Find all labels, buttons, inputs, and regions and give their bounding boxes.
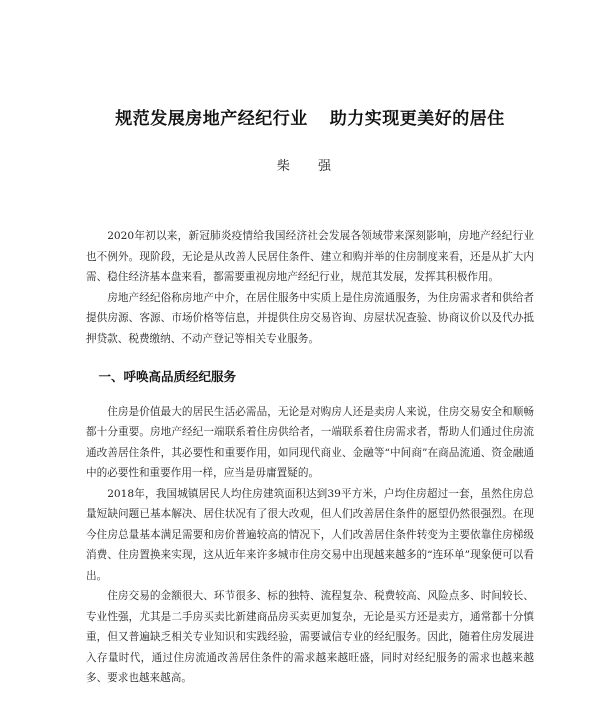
body-paragraph: 2018年，我国城镇居民人均住房建筑面积达到39平方米，户均住房超过一套，虽然住房总量短缺问题已基本解决、居住状况有了很大改观，但人们改善居住条件的愿望仍然很强烈。在现今住房总量基本满足需要和房价普遍较高的情况下，人们改善居住条件转变为主要依靠住房梯级消费、住房置换来实现，这从近年来许多城市住房交易中出现越来越多的“连环单”现象便可以看出。 (86, 487, 534, 582)
section-heading: 一、呼唤高品质经纪服务 (98, 369, 237, 384)
article-author: 柴 强 (276, 159, 344, 174)
body-paragraph: 住房交易的金额很大、环节很多、标的独特、流程复杂、税费较高、风险点多、时间较长、专业性强，尤其是二手房买卖比新建商品房买卖更加复杂，无论是买方还是卖方，通常都十分慎重，但又普遍缺乏相关专业知识和实践经验，需要诚信专业的经纪服务。因此，随着住房发展进入存量时代，通过住房流通改善居住条件的需求越来越旺盛，同时对经纪服务的需求也越来越多、要求也越来越高。 (86, 590, 534, 684)
body-paragraph: 2020年初以来，新冠肺炎疫情给我国经济社会发展各领域带来深刻影响，房地产经纪行业也不例外。现阶段，无论是从改善人民居住条件、建立和购并举的住房制度来看，还是从扩大内需、稳住经济基本盘来看，都需要重视房地产经纪行业，规范其发展，发挥其积极作用。 (86, 230, 534, 283)
article-body (86, 226, 534, 689)
article-title (86, 104, 534, 129)
article-title-part2: 助力实现更美好的居住 (329, 109, 505, 129)
article-title-part1: 规范发展房地产经纪行业 (115, 109, 308, 129)
body-paragraph: 住房是价值最大的居民生活必需品，无论是对购房人还是卖房人来说，住房交易安全和顺畅都十分重要。房地产经纪一端联系着住房供给者，一端联系着住房需求者，帮助人们通过住房流通改善居住条件，其必要性和重要作用，如同现代商业、金融等“中间商”在商品流通、资金融通中的必要性和重要作用一样，应当是毋庸置疑的。 (86, 405, 534, 479)
body-paragraph: 房地产经纪俗称房地产中介，在居住服务中实质上是住房流通服务，为住房需求者和供给者提供房源、客源、市场价格等信息，并提供住房交易咨询、房屋状况查验、协商议价以及代办抵押贷款、税费缴纳、不动产登记等相关专业服务。 (86, 291, 534, 345)
